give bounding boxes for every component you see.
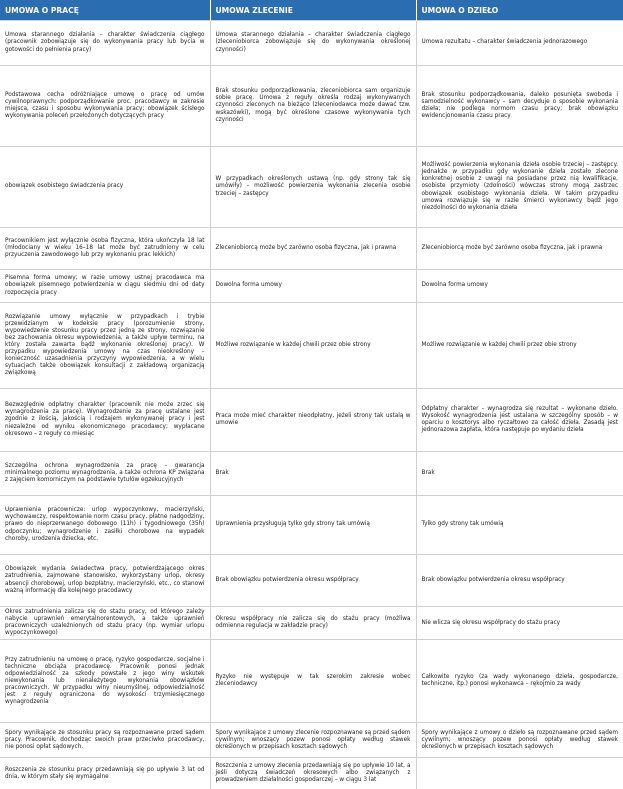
cell-employment: Szczególna ochrona wynagrodzenia za pracę – gwarancja minimalnego poziomu wynagrodzenia, a także ochrona KP związana z zajęciem komorniczym na podstawie tytułów egzekucyjnych xyxy=(0,452,210,496)
table-row xyxy=(0,228,623,270)
cell-mandate: Ryzyko nie występuje w tak szerokim zakresie wobec zleceniodawcy xyxy=(210,640,416,723)
table-row xyxy=(0,270,623,303)
cell-employment: Obowiązek wydania świadectwa pracy, potwierdzającego okres zatrudnienia, zajmowane stanowisko, wykorzystany urlop, okresy absencji chorobowej, urlop bezpłatny, macierzyński, etc., co stanowi ważną informację dla kolejnego pracodawcy xyxy=(0,555,210,607)
cell-work: Zleceniobiorcą może być zarówno osoba fizyczna, jak i prawna xyxy=(416,228,623,270)
cell-employment: Rozwiązanie umowy wyłącznie w przypadkach i trybie przewidzianym w kodeksie pracy (porozumienie strony, wypowiedzenie stosunku pracy przez jedną ze strony, rozwiązanie bez zachowania okresu wypowiedzenia, a także upływ terminu, na który została zawarta bądź wykonanie określonej pracy). W przypadku wypowiedzenia umowy na czas nieokreślony – konieczność uzasadnienia przyczyny wypowiedzenia, a w wielu sytuacjach także obowiązek konsultacji z zakładową organizacją związkową xyxy=(0,303,210,389)
cell-mandate: Praca może mieć charakter nieodpłatny, jeżeli strony tak ustalą w umowie xyxy=(210,389,416,452)
header-row xyxy=(0,0,623,21)
cell-mandate: Spory wynikające z umowy zlecenie rozpoznawane są przed sądem cywilnym; wnoszący pozew ponosi opłaty według stawek określonych w przepisach kosztach sądowych xyxy=(210,723,416,758)
cell-employment: obowiązek osobistego świadczenia pracy xyxy=(0,147,210,228)
table-row xyxy=(0,640,623,723)
cell-mandate: Dowolna forma umowy xyxy=(210,270,416,303)
cell-mandate: Okresu współpracy nie zalicza się do stażu pracy (możliwa odmienna regulacja w zakładzie pracy) xyxy=(210,607,416,640)
cell-work: Tylko gdy strony tak umówią xyxy=(416,496,623,555)
cell-work: Nie wlicza się okresu współpracy do stażu pracy xyxy=(416,607,623,640)
table-row xyxy=(0,607,623,640)
cell-employment: Roszczenia ze stosunku pracy przedawniają się po upływie 3 lat od dnia, w którym stały się wymagalne xyxy=(0,758,210,789)
table-row xyxy=(0,452,623,496)
table-row xyxy=(0,66,623,147)
cell-employment: Okres zatrudnienia zalicza się do stażu pracy, od którego zależy nabycie uprawnień emerytalnorentowych, a także uprawnień pracowniczych uzależnionych od stażu pracy (np. wymiar urlopu wypoczynkowego) xyxy=(0,607,210,640)
cell-employment: Przy zatrudnieniu na umowę o pracę, ryzyko gospodarcze, socjalne i techniczne obciąża pracodawcę. Pracownik ponosi jednak odpowiedzialność za szkody powstałe z jego winy wskutek niewykonania lub nienależytego wykonania obowiązków pracowniczych. W przypadku winy nieumyślnej, odpowiedzialność jest z reguły ograniczona do wysokości trzymiesięcznego wynagrodzenia xyxy=(0,640,210,723)
table-row xyxy=(0,147,623,228)
cell-employment: Uprawnienia pracownicze: urlop wypoczynkowy, macierzyński, wychowawczy, respektowanie norm czasu pracy, płatne nadgodziny, prawo do nieprzerwanego dobowego (11h) i tygodniowego (35h) odpoczynku; wynagrodzenie i zasiłki chorobowe na wypadek choroby, urodzenia dziecka, etc. xyxy=(0,496,210,555)
cell-work xyxy=(416,758,623,789)
cell-work: Możliwe rozwiązanie w każdej chwili przez obie strony xyxy=(416,303,623,389)
table-row xyxy=(0,496,623,555)
cell-mandate: Brak xyxy=(210,452,416,496)
cell-employment: Pracownikiem jest wyłącznie osoba fizyczna, która ukończyła 18 lat (młodociany w wieku 16–18 lat może być zatrudniony w celu przyuczenia zawodowego lub przy wykonaniu prac lekkich) xyxy=(0,228,210,270)
cell-work: Dowolna forma umowy xyxy=(416,270,623,303)
cell-work: Umowa rezultatu – charakter świadczenia jednorazowego xyxy=(416,21,623,66)
cell-employment: Podstawowa cecha odróżniające umowę o pracę od umów cywilnoprawnych: podporządkowanie proc. pracodawcy w zakresie miejsca, czasu i sposobu wykonywania pracy; obowiązek ścisłego wykonywania poleceń przełożonych dotyczących pracy xyxy=(0,66,210,147)
table-row xyxy=(0,758,623,789)
cell-mandate: Możliwe rozwiązanie w każdej chwili przez obie strony xyxy=(210,303,416,389)
cell-employment: Pisemna forma umowy; w razie umowy ustnej pracodawca ma obowiązek pisemnego potwierdzenia w ciągu siedmiu dni od daty rozpoczęcia pracy xyxy=(0,270,210,303)
table-row xyxy=(0,303,623,389)
table-row xyxy=(0,21,623,66)
cell-work: Brak stosunku podporządkowania, daleko posunięta swoboda i samodzielność wykonawcy – sam decyduje o sposobie wykonania dzieła; nie podlega normom czasu pracy; brak obowiązku ewidencjonowania czasu pracy xyxy=(416,66,623,147)
cell-mandate: Umowa starannego działania – charakter świadczenia ciągłego (zleceniobiorca zobowiązuje się do wykonywania określonej czynności) xyxy=(210,21,416,66)
cell-work: Odpłatny charakter – wynagrodza się rezultat – wykonane dzieło. Wysokość wynagrodzenia jest ustalana w szczególny sposób – w oparciu o kosztorys albo ryczałtowo za całość dzieła. Zasadą jest jednorazowa zapłata, która następuje po wydaniu dzieła xyxy=(416,389,623,452)
table-row xyxy=(0,723,623,758)
cell-mandate: Brak obowiązku potwierdzenia okresu współpracy xyxy=(210,555,416,607)
header-mandate-contract: UMOWA ZLECENIE xyxy=(210,0,416,21)
cell-work: Brak xyxy=(416,452,623,496)
table-row xyxy=(0,389,623,452)
cell-employment: Umowa starannego działania – charakter świadczenia ciągłego (pracownik zobowiązuje się do wykonywania pracy lub bycia w gotowości do pełnienia pracy) xyxy=(0,21,210,66)
cell-work: Możliwość powierzenia wykonania dzieła osobie trzeciej – zastępcy. Jednakże w przypadku gdy wykonanie dzieła zostało zlecone konkretnej osobie z uwagi na posiadane przez nią kwalifikacje, osobiste przymioty (zdolności) wówczas strony mogą zastrzec obowiązek osobistego wykonania dzieła. W takim przypadku umowa rozwiązuje się w razie śmierci wykonawcy bądź jego niezdolności do wykonania dzieła xyxy=(416,147,623,228)
cell-mandate: Zleceniobiorcą może być zarówno osoba fizyczna, jak i prawna xyxy=(210,228,416,270)
cell-mandate: W przypadkach określonych ustawą (np. gdy strony tak się umówiły) – możliwość powierzenia wykonania zlecenia osobie trzeciej – zastępcy xyxy=(210,147,416,228)
cell-employment: Bezwzględnie odpłatny charakter (pracownik nie może zrzec się wynagrodzenia za pracę). Wynagrodzenie za pracę ustalane jest zgodnie z ilością, jakością i rodzajem wykonywanej pracy i jest niezależne od wyniku ekonomicznego pracodawcy; wypłacane okresowo – z reguły co miesiąc xyxy=(0,389,210,452)
header-employment-contract: UMOWA O PRACĘ xyxy=(0,0,210,21)
cell-employment: Spory wynikające ze stosunku pracy są rozpoznawane przed sądem pracy. Pracownik, dochodząc swoich praw przeciwko pracodawcy, nie ponosi opłat sądowych. xyxy=(0,723,210,758)
cell-work: Spory wynikające z umowy o dzieło są rozpoznawane przed sądem cywilnym; wnoszący pozew ponosi opłaty według stawek określonych w przepisach kosztach sądowych xyxy=(416,723,623,758)
cell-work: Całkowite ryzyko (za wady wykonanego dzieła, gospodarcze, techniczne, itp.) ponosi wykonawca – rękojmio za wady xyxy=(416,640,623,723)
cell-mandate: Roszczenia z umowy zlecenia przedawniają się po upływie 10 lat, a jeśli dotyczą świadczeń okresowych albo związanych z prowadzeniem działalności gospodarczej – w ciągu 3 lat xyxy=(210,758,416,789)
cell-mandate: Brak stosunku podporządkowania, zleceniobiorca sam organizuje sobie pracę. Umowa z reguły określa rodzaj wykonywanych czynności zleconych na bieżąco (zleceniodawca może dawać tzw. wskazówki), mogą być określone czasowe wykonywania tych czynności xyxy=(210,66,416,147)
cell-mandate: Uprawnienia przysługują tylko gdy strony tak umówią xyxy=(210,496,416,555)
cell-work: Brak obowiązku potwierdzenia okresu współpracy xyxy=(416,555,623,607)
header-work-contract: UMOWA O DZIEŁO xyxy=(416,0,623,21)
table-row xyxy=(0,555,623,607)
